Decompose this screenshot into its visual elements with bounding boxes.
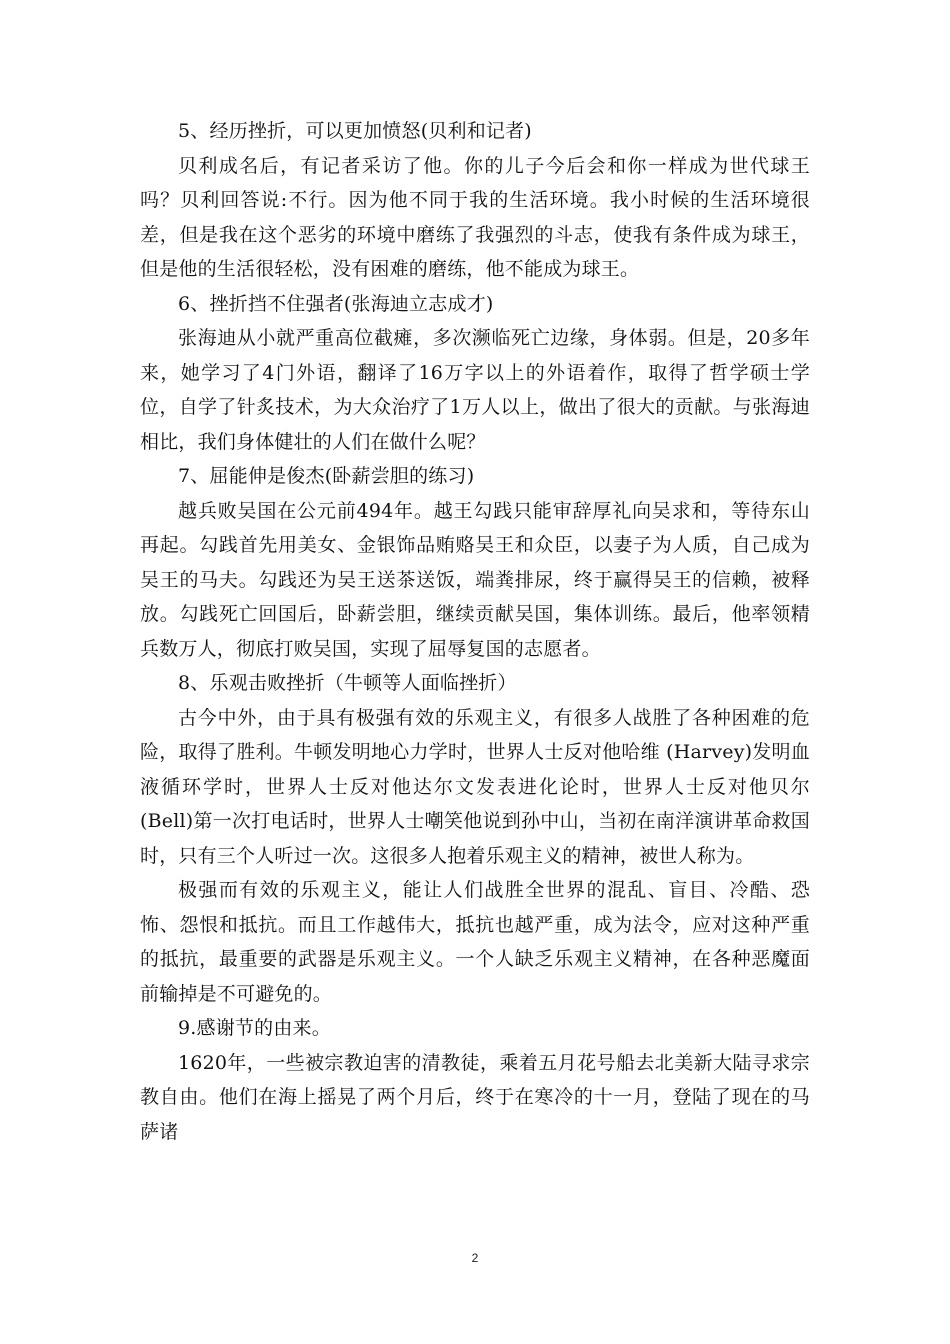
section-heading-9: 9.感谢节的由来。 (178, 1017, 331, 1039)
document-body (140, 114, 810, 1149)
body-paragraph: 1620年，一些被宗教迫害的清教徒，乘着五月花号船去北美新大陆寻求宗教自由。他们在海上摇晃了两个月后，终于在寒冷的十一月，登陆了现在的马萨诸 (140, 1051, 810, 1143)
body-paragraph: 张海迪从小就严重高位截瘫，多次濒临死亡边缘，身体弱。但是，20多年来，她学习了4门外语，翻译了16万字以上的外语着作，取得了哲学硕士学位，自学了针炙技术，为大众治疗了1万人以上，做出了很大的贡献。与张海迪相比，我们身体健壮的人们在做什么呢？ (140, 327, 810, 453)
page-number: 2 (471, 1251, 479, 1265)
section-heading-7: 7、屈能伸是俊杰(卧薪尝胆的练习) (178, 465, 475, 487)
section-heading-6: 6、挫折挡不住强者(张海迪立志成才) (178, 292, 494, 315)
body-paragraph: 越兵败吴国在公元前494年。越王勾践只能审辞厚礼向吴求和，等待东山再起。勾践首先用美女、金银饰品贿赂吴王和众臣，以妻子为人质，自己成为吴王的马夫。勾践还为吴王送茶送饭，端粪排尿，终于赢得吴王的信赖，被释放。勾践死亡回国后，卧薪尝胆，继续贡献吴国，集体训练。最后，他率领精兵数万人，彻底打败吴国，实现了屈辱复国的志愿者。 (140, 499, 810, 660)
body-paragraph: 古今中外，由于具有极强有效的乐观主义，有很多人战胜了各种困难的危险，取得了胜利。牛顿发明地心力学时，世界人士反对他哈维 (Harvey)发明血液循环学时，世界人士反对他达尔文发表进化论时，世界人士反对他贝尔 (Bell)第一次打电话时，世界人士嘲笑他说到孙中山，当初在南洋演讲革命救国时，只有三个人听过一次。这很多人抱着乐观主义的精神，被世人称为。 (140, 706, 810, 867)
section-heading-8: 8、乐观击败挫折（牛顿等人面临挫折） (178, 672, 517, 694)
body-paragraph: 贝利成名后，有记者采访了他。你的儿子今后会和你一样成为世代球王吗？贝利回答说:不行。因为他不同于我的生活环境。我小时候的生活环境很差，但是我在这个恶劣的环境中磨练了我强烈的斗志，使我有条件成为球王，但是他的生活很轻松，没有困难的磨练，他不能成为球王。 (140, 154, 810, 280)
body-paragraph: 极强而有效的乐观主义，能让人们战胜全世界的混乱、盲目、冷酷、恐怖、怨恨和抵抗。而且工作越伟大，抵抗也越严重，成为法令，应对这种严重的抵抗，最重要的武器是乐观主义。一个人缺乏乐观主义精神，在各种恶魔面前输掉是不可避免的。 (140, 879, 810, 1005)
section-heading-5: 5、经历挫折，可以更加愤怒(贝利和记者) (178, 120, 532, 142)
